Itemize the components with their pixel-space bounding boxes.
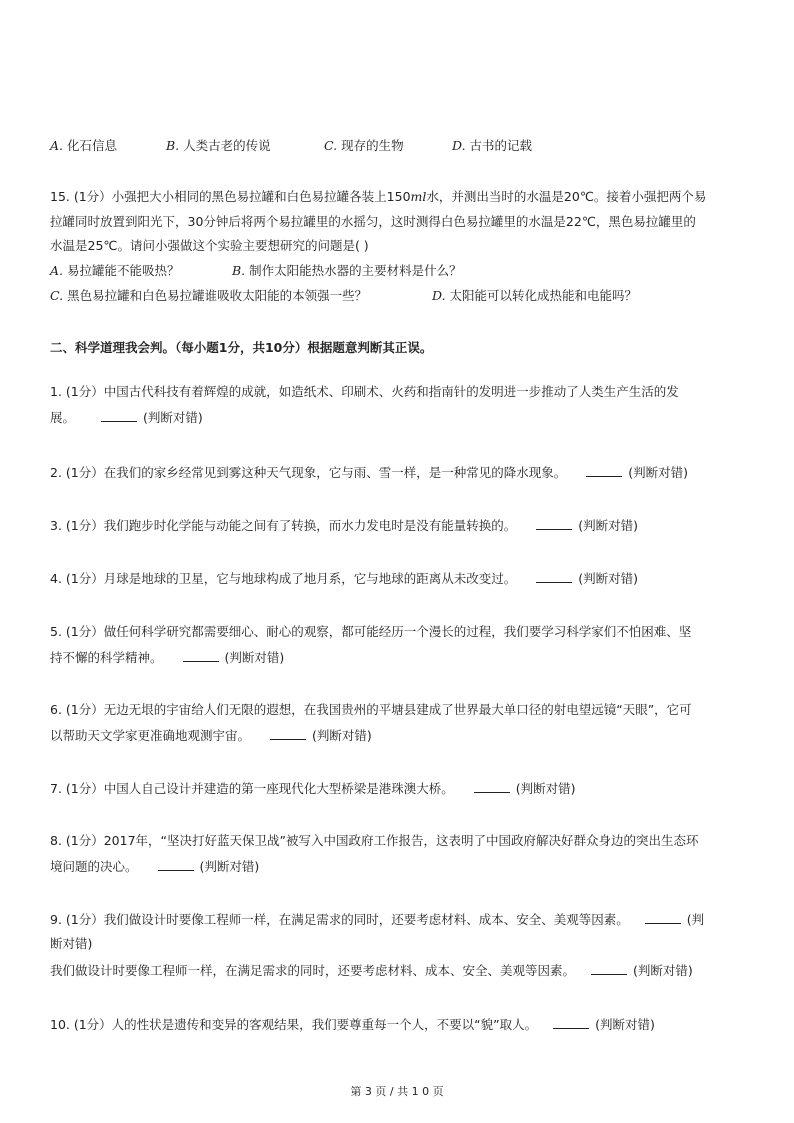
q4-judge-hint: (判断对错) xyxy=(578,571,638,586)
q4-line xyxy=(50,570,638,588)
q7-line xyxy=(50,780,575,798)
q4-answer-blank[interactable] xyxy=(536,570,572,583)
q1-line-2 xyxy=(50,409,203,427)
q10-answer-blank[interactable] xyxy=(553,1016,589,1029)
q15-option-b-letter: B. xyxy=(232,263,246,278)
q6-line-1: 6. (1分）无边无垠的宇宙给人们无限的遐想，在我国贵州的平塘县建成了世界最大单口径的射电望远镜“天眼”，它可 xyxy=(50,702,692,717)
q15-option-a-letter: A. xyxy=(50,263,64,278)
q14-options xyxy=(50,137,117,155)
q9-answer-blank[interactable] xyxy=(645,911,681,924)
q9-line-3 xyxy=(50,962,693,980)
q9-line-2: 断对错) xyxy=(50,936,93,951)
q9-repeat-text: 我们做设计时要像工程师一样，在满足需求的同时，还要考虑材料、成本、安全、美观等因素。 xyxy=(50,963,576,978)
q9-repeat-judge-hint: (判断对错) xyxy=(632,963,693,978)
q3-text: 3. (1分）我们跑步时化学能与动能之间有了转换，而水力发电时是没有能量转换的。 xyxy=(50,518,517,533)
q5-judge-hint: (判断对错) xyxy=(224,650,285,665)
q15-line-1 xyxy=(50,188,706,206)
q3-line xyxy=(50,517,638,535)
q4-text: 4. (1分）月球是地球的卫星，它与地球构成了地月系，它与地球的距离从未改变过。 xyxy=(50,571,517,586)
q15-option-b-wrap xyxy=(232,262,462,280)
q8-line-1: 8. (1分）2017年，“坚决打好蓝天保卫战”被写入中国政府工作报告，这表明了中国政府解决好群众身边的突出生态环 xyxy=(50,833,699,848)
q14-option-d: 古书的记载 xyxy=(469,138,533,153)
q6-line-2 xyxy=(50,727,372,745)
q5-answer-blank[interactable] xyxy=(183,649,219,662)
q5-line-2 xyxy=(50,649,284,667)
q1-line-1: 1. (1分）中国古代科技有着辉煌的成就，如造纸术、印刷术、火药和指南针的发明进一步推动了人类生产生活的发 xyxy=(50,384,679,399)
q15-option-c: 黑色易拉罐和白色易拉罐谁吸收太阳能的本领强一些？ xyxy=(67,288,368,303)
q15-option-a-wrap xyxy=(50,262,180,280)
q6-text: 以帮助天文学家更准确地观测宇宙。 xyxy=(50,728,251,743)
q9-text: 9. (1分）我们做设计时要像工程师一样，在满足需求的同时，还要考虑材料、成本、安全、美观等因素。 xyxy=(50,912,629,927)
q1-text: 展。 xyxy=(50,410,76,425)
q14-option-a: 化石信息 xyxy=(67,138,118,153)
q7-answer-blank[interactable] xyxy=(474,780,510,793)
q14-option-d-letter: D. xyxy=(452,138,466,153)
q2-answer-blank[interactable] xyxy=(586,464,622,477)
q15-option-d-wrap xyxy=(432,287,637,305)
q9-line-1 xyxy=(50,911,704,929)
q7-text: 7. (1分）中国人自己设计并建造的第一座现代化大型桥梁是港珠澳大桥。 xyxy=(50,781,454,796)
q14-option-b-letter: B. xyxy=(166,138,180,153)
q15-option-d: 太阳能可以转化成热能和电能吗？ xyxy=(449,288,638,303)
q10-line xyxy=(50,1016,655,1034)
q14-option-c: 现存的生物 xyxy=(341,138,404,153)
q8-answer-blank[interactable] xyxy=(158,858,194,871)
q14-option-c-wrap xyxy=(324,137,404,155)
q8-line-2 xyxy=(50,858,259,876)
q14-option-c-letter: C. xyxy=(324,138,338,153)
q15-option-c-wrap xyxy=(50,287,367,305)
q2-line xyxy=(50,464,688,482)
section-2-title: 二、科学道理我会判。（每小题1分，共10分）根据题意判断其正误。 xyxy=(50,340,433,355)
q6-answer-blank[interactable] xyxy=(270,727,306,740)
q14-option-b-wrap xyxy=(166,137,271,155)
q7-judge-hint: (判断对错) xyxy=(515,781,576,796)
q9-repeat-answer-blank[interactable] xyxy=(591,962,627,975)
q10-judge-hint: (判断对错) xyxy=(595,1017,655,1032)
q2-text: 2. (1分）在我们的家乡经常见到雾这种天气现象，它与雨、雪一样，是一种常见的降水现象。 xyxy=(50,465,567,480)
q1-judge-hint: (判断对错) xyxy=(142,410,203,425)
q15-option-c-letter: C. xyxy=(50,288,64,303)
q15-line-3: 水温是25℃。请问小强做这个实验主要想研究的问题是( ) xyxy=(50,238,369,253)
q15-line-2: 拉罐同时放置到阳光下，30分钟后将两个易拉罐里的水摇匀，这时测得白色易拉罐里的水温是22℃，黑色易拉罐里的 xyxy=(50,214,696,229)
q15-line-1-pre: 15. (1分）小强把大小相同的黑色易拉罐和白色易拉罐各装上150 xyxy=(50,189,411,204)
q15-option-b: 制作太阳能热水器的主要材料是什么？ xyxy=(249,263,462,278)
q14-option-a-letter: A. xyxy=(50,138,64,153)
q14-option-d-wrap xyxy=(452,137,532,155)
page-footer: 第 3 页 / 共 1 0 页 xyxy=(350,1085,444,1098)
q9-judge-hint-a: (判 xyxy=(686,912,705,927)
q15-line-1-post: 水，并测出当时的水温是20℃。接着小强把两个易 xyxy=(426,189,707,204)
q2-judge-hint: (判断对错) xyxy=(628,465,688,480)
q8-judge-hint: (判断对错) xyxy=(199,859,260,874)
q5-line-1: 5. (1分）做任何科学研究都需要细心、耐心的观察，都可能经历一个漫长的过程，我们要学习科学家们不怕困难、坚 xyxy=(50,624,692,639)
q15-option-d-letter: D. xyxy=(432,288,446,303)
q1-answer-blank[interactable] xyxy=(101,409,137,422)
q14-option-b: 人类古老的传说 xyxy=(183,138,271,153)
q3-judge-hint: (判断对错) xyxy=(578,518,638,533)
q15-option-a: 易拉罐能不能吸热？ xyxy=(67,263,180,278)
q6-judge-hint: (判断对错) xyxy=(311,728,372,743)
q5-text: 持不懈的科学精神。 xyxy=(50,650,163,665)
q8-text: 境问题的决心。 xyxy=(50,859,138,874)
q3-answer-blank[interactable] xyxy=(536,517,572,530)
q15-unit: ml xyxy=(410,189,427,204)
q10-text: 10. (1分）人的性状是遗传和变异的客观结果，我们要尊重每一个人，不要以“貌”取人。 xyxy=(50,1017,538,1032)
